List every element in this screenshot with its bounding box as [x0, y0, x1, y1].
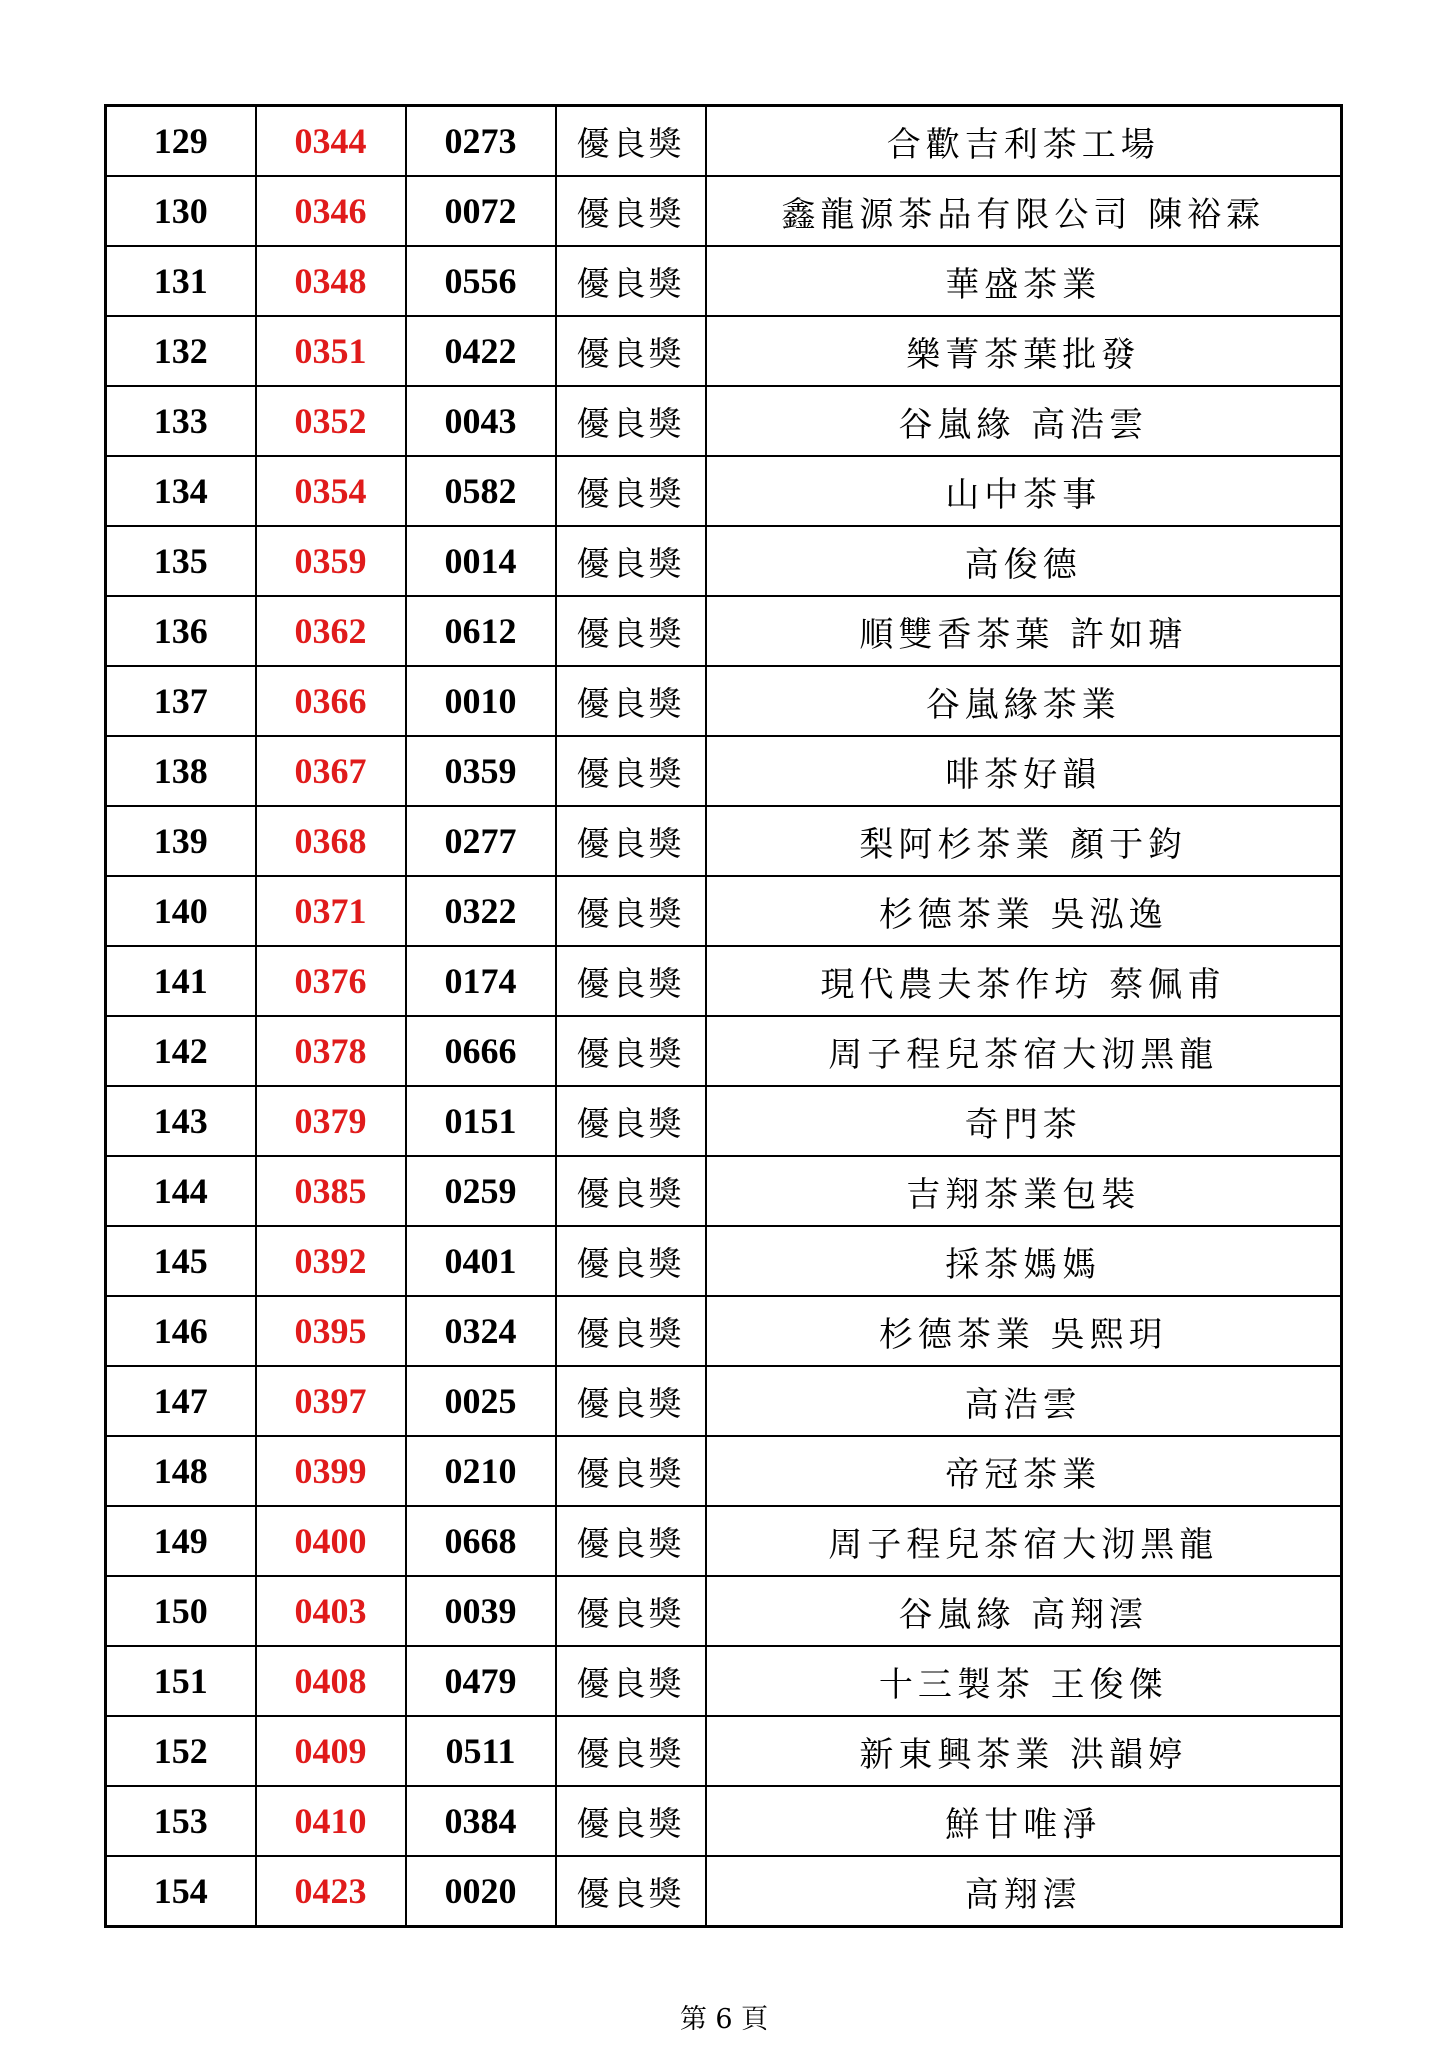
rank-cell: 143 — [106, 1086, 256, 1156]
rank-cell: 145 — [106, 1226, 256, 1296]
winner-name-cell: 鮮甘唯淨 — [706, 1786, 1342, 1856]
rank-cell: 133 — [106, 386, 256, 456]
code-cell: 0020 — [406, 1856, 556, 1927]
table-row — [106, 1646, 1342, 1716]
award-cell: 優良獎 — [556, 1226, 706, 1296]
entry-number-cell: 0348 — [256, 246, 406, 316]
winner-name-cell: 谷嵐緣茶業 — [706, 666, 1342, 736]
code-cell: 0151 — [406, 1086, 556, 1156]
rank-cell: 140 — [106, 876, 256, 946]
entry-number-cell: 0351 — [256, 316, 406, 386]
table-row — [106, 246, 1342, 316]
table-row — [106, 1506, 1342, 1576]
award-cell: 優良獎 — [556, 1856, 706, 1927]
entry-number-cell: 0379 — [256, 1086, 406, 1156]
entry-number-cell: 0408 — [256, 1646, 406, 1716]
rank-cell: 151 — [106, 1646, 256, 1716]
entry-number-cell: 0423 — [256, 1856, 406, 1927]
code-cell: 0479 — [406, 1646, 556, 1716]
rank-cell: 153 — [106, 1786, 256, 1856]
rank-cell: 129 — [106, 106, 256, 177]
winner-name-cell: 十三製茶 王俊傑 — [706, 1646, 1342, 1716]
entry-number-cell: 0367 — [256, 736, 406, 806]
code-cell: 0277 — [406, 806, 556, 876]
table-row — [106, 1086, 1342, 1156]
winner-name-cell: 谷嵐緣 高浩雲 — [706, 386, 1342, 456]
table-row — [106, 666, 1342, 736]
award-cell: 優良獎 — [556, 1576, 706, 1646]
entry-number-cell: 0409 — [256, 1716, 406, 1786]
winner-name-cell: 啡茶好韻 — [706, 736, 1342, 806]
table-row — [106, 1016, 1342, 1086]
rank-cell: 150 — [106, 1576, 256, 1646]
code-cell: 0273 — [406, 106, 556, 177]
rank-cell: 146 — [106, 1296, 256, 1366]
table-row — [106, 1716, 1342, 1786]
code-cell: 0043 — [406, 386, 556, 456]
award-cell: 優良獎 — [556, 1296, 706, 1366]
award-cell: 優良獎 — [556, 1506, 706, 1576]
entry-number-cell: 0362 — [256, 596, 406, 666]
award-cell: 優良獎 — [556, 876, 706, 946]
rank-cell: 135 — [106, 526, 256, 596]
entry-number-cell: 0395 — [256, 1296, 406, 1366]
page-number: 第 6 頁 — [679, 2004, 769, 2035]
table-row — [106, 176, 1342, 246]
winner-name-cell: 周子程兒茶宿大沏黑龍 — [706, 1016, 1342, 1086]
winner-name-cell: 杉德茶業 吳泓逸 — [706, 876, 1342, 946]
rank-cell: 138 — [106, 736, 256, 806]
table-row — [106, 806, 1342, 876]
code-cell: 0322 — [406, 876, 556, 946]
code-cell: 0612 — [406, 596, 556, 666]
winner-name-cell: 順雙香茶葉 許如瑭 — [706, 596, 1342, 666]
entry-number-cell: 0366 — [256, 666, 406, 736]
code-cell: 0025 — [406, 1366, 556, 1436]
table-row — [106, 1296, 1342, 1366]
table-row — [106, 1856, 1342, 1927]
award-cell: 優良獎 — [556, 456, 706, 526]
rank-cell: 130 — [106, 176, 256, 246]
table-row — [106, 1436, 1342, 1506]
award-cell: 優良獎 — [556, 1786, 706, 1856]
winner-name-cell: 梨阿杉茶業 顏于鈞 — [706, 806, 1342, 876]
winner-name-cell: 新東興茶業 洪韻婷 — [706, 1716, 1342, 1786]
winner-name-cell: 鑫龍源茶品有限公司 陳裕霖 — [706, 176, 1342, 246]
winner-name-cell: 高浩雲 — [706, 1366, 1342, 1436]
award-cell: 優良獎 — [556, 1646, 706, 1716]
table-row — [106, 1366, 1342, 1436]
code-cell: 0324 — [406, 1296, 556, 1366]
winner-name-cell: 杉德茶業 吳熙玥 — [706, 1296, 1342, 1366]
table-row — [106, 1786, 1342, 1856]
rank-cell: 139 — [106, 806, 256, 876]
winner-name-cell: 谷嵐緣 高翔澐 — [706, 1576, 1342, 1646]
award-cell: 優良獎 — [556, 106, 706, 177]
table-row — [106, 876, 1342, 946]
table-row — [106, 106, 1342, 177]
entry-number-cell: 0385 — [256, 1156, 406, 1226]
rank-cell: 141 — [106, 946, 256, 1016]
entry-number-cell: 0399 — [256, 1436, 406, 1506]
code-cell: 0668 — [406, 1506, 556, 1576]
winner-name-cell: 帝冠茶業 — [706, 1436, 1342, 1506]
table-row — [106, 386, 1342, 456]
award-cell: 優良獎 — [556, 946, 706, 1016]
winner-name-cell: 華盛茶業 — [706, 246, 1342, 316]
code-cell: 0072 — [406, 176, 556, 246]
award-results-table — [104, 104, 1343, 1928]
winner-name-cell: 奇門茶 — [706, 1086, 1342, 1156]
code-cell: 0174 — [406, 946, 556, 1016]
entry-number-cell: 0352 — [256, 386, 406, 456]
award-table-body — [106, 106, 1342, 1927]
award-cell: 優良獎 — [556, 1086, 706, 1156]
code-cell: 0384 — [406, 1786, 556, 1856]
code-cell: 0422 — [406, 316, 556, 386]
rank-cell: 148 — [106, 1436, 256, 1506]
award-cell: 優良獎 — [556, 386, 706, 456]
winner-name-cell: 吉翔茶業包裝 — [706, 1156, 1342, 1226]
rank-cell: 154 — [106, 1856, 256, 1927]
entry-number-cell: 0346 — [256, 176, 406, 246]
code-cell: 0210 — [406, 1436, 556, 1506]
award-cell: 優良獎 — [556, 526, 706, 596]
winner-name-cell: 採茶媽媽 — [706, 1226, 1342, 1296]
award-cell: 優良獎 — [556, 316, 706, 386]
entry-number-cell: 0376 — [256, 946, 406, 1016]
code-cell: 0359 — [406, 736, 556, 806]
entry-number-cell: 0400 — [256, 1506, 406, 1576]
award-cell: 優良獎 — [556, 1156, 706, 1226]
rank-cell: 134 — [106, 456, 256, 526]
entry-number-cell: 0403 — [256, 1576, 406, 1646]
code-cell: 0401 — [406, 1226, 556, 1296]
rank-cell: 142 — [106, 1016, 256, 1086]
rank-cell: 137 — [106, 666, 256, 736]
rank-cell: 131 — [106, 246, 256, 316]
table-row — [106, 1576, 1342, 1646]
entry-number-cell: 0354 — [256, 456, 406, 526]
table-row — [106, 736, 1342, 806]
award-cell: 優良獎 — [556, 176, 706, 246]
award-cell: 優良獎 — [556, 1716, 706, 1786]
award-cell: 優良獎 — [556, 246, 706, 316]
winner-name-cell: 合歡吉利茶工場 — [706, 106, 1342, 177]
entry-number-cell: 0397 — [256, 1366, 406, 1436]
rank-cell: 144 — [106, 1156, 256, 1226]
table-row — [106, 946, 1342, 1016]
entry-number-cell: 0344 — [256, 106, 406, 177]
entry-number-cell: 0359 — [256, 526, 406, 596]
table-row — [106, 316, 1342, 386]
code-cell: 0259 — [406, 1156, 556, 1226]
table-row — [106, 456, 1342, 526]
award-cell: 優良獎 — [556, 1366, 706, 1436]
table-row — [106, 596, 1342, 666]
table-row — [106, 1156, 1342, 1226]
award-cell: 優良獎 — [556, 1016, 706, 1086]
award-cell: 優良獎 — [556, 806, 706, 876]
code-cell: 0666 — [406, 1016, 556, 1086]
entry-number-cell: 0392 — [256, 1226, 406, 1296]
table-row — [106, 1226, 1342, 1296]
award-cell: 優良獎 — [556, 1436, 706, 1506]
winner-name-cell: 高翔澐 — [706, 1856, 1342, 1927]
code-cell: 0039 — [406, 1576, 556, 1646]
code-cell: 0014 — [406, 526, 556, 596]
code-cell: 0556 — [406, 246, 556, 316]
award-cell: 優良獎 — [556, 596, 706, 666]
entry-number-cell: 0410 — [256, 1786, 406, 1856]
code-cell: 0010 — [406, 666, 556, 736]
award-cell: 優良獎 — [556, 666, 706, 736]
code-cell: 0582 — [406, 456, 556, 526]
rank-cell: 147 — [106, 1366, 256, 1436]
rank-cell: 136 — [106, 596, 256, 666]
winner-name-cell: 山中茶事 — [706, 456, 1342, 526]
winner-name-cell: 周子程兒茶宿大沏黑龍 — [706, 1506, 1342, 1576]
rank-cell: 132 — [106, 316, 256, 386]
code-cell: 0511 — [406, 1716, 556, 1786]
winner-name-cell: 現代農夫茶作坊 蔡佩甫 — [706, 946, 1342, 1016]
winner-name-cell: 樂菁茶葉批發 — [706, 316, 1342, 386]
entry-number-cell: 0368 — [256, 806, 406, 876]
entry-number-cell: 0371 — [256, 876, 406, 946]
award-cell: 優良獎 — [556, 736, 706, 806]
table-row — [106, 526, 1342, 596]
rank-cell: 149 — [106, 1506, 256, 1576]
winner-name-cell: 高俊德 — [706, 526, 1342, 596]
rank-cell: 152 — [106, 1716, 256, 1786]
entry-number-cell: 0378 — [256, 1016, 406, 1086]
